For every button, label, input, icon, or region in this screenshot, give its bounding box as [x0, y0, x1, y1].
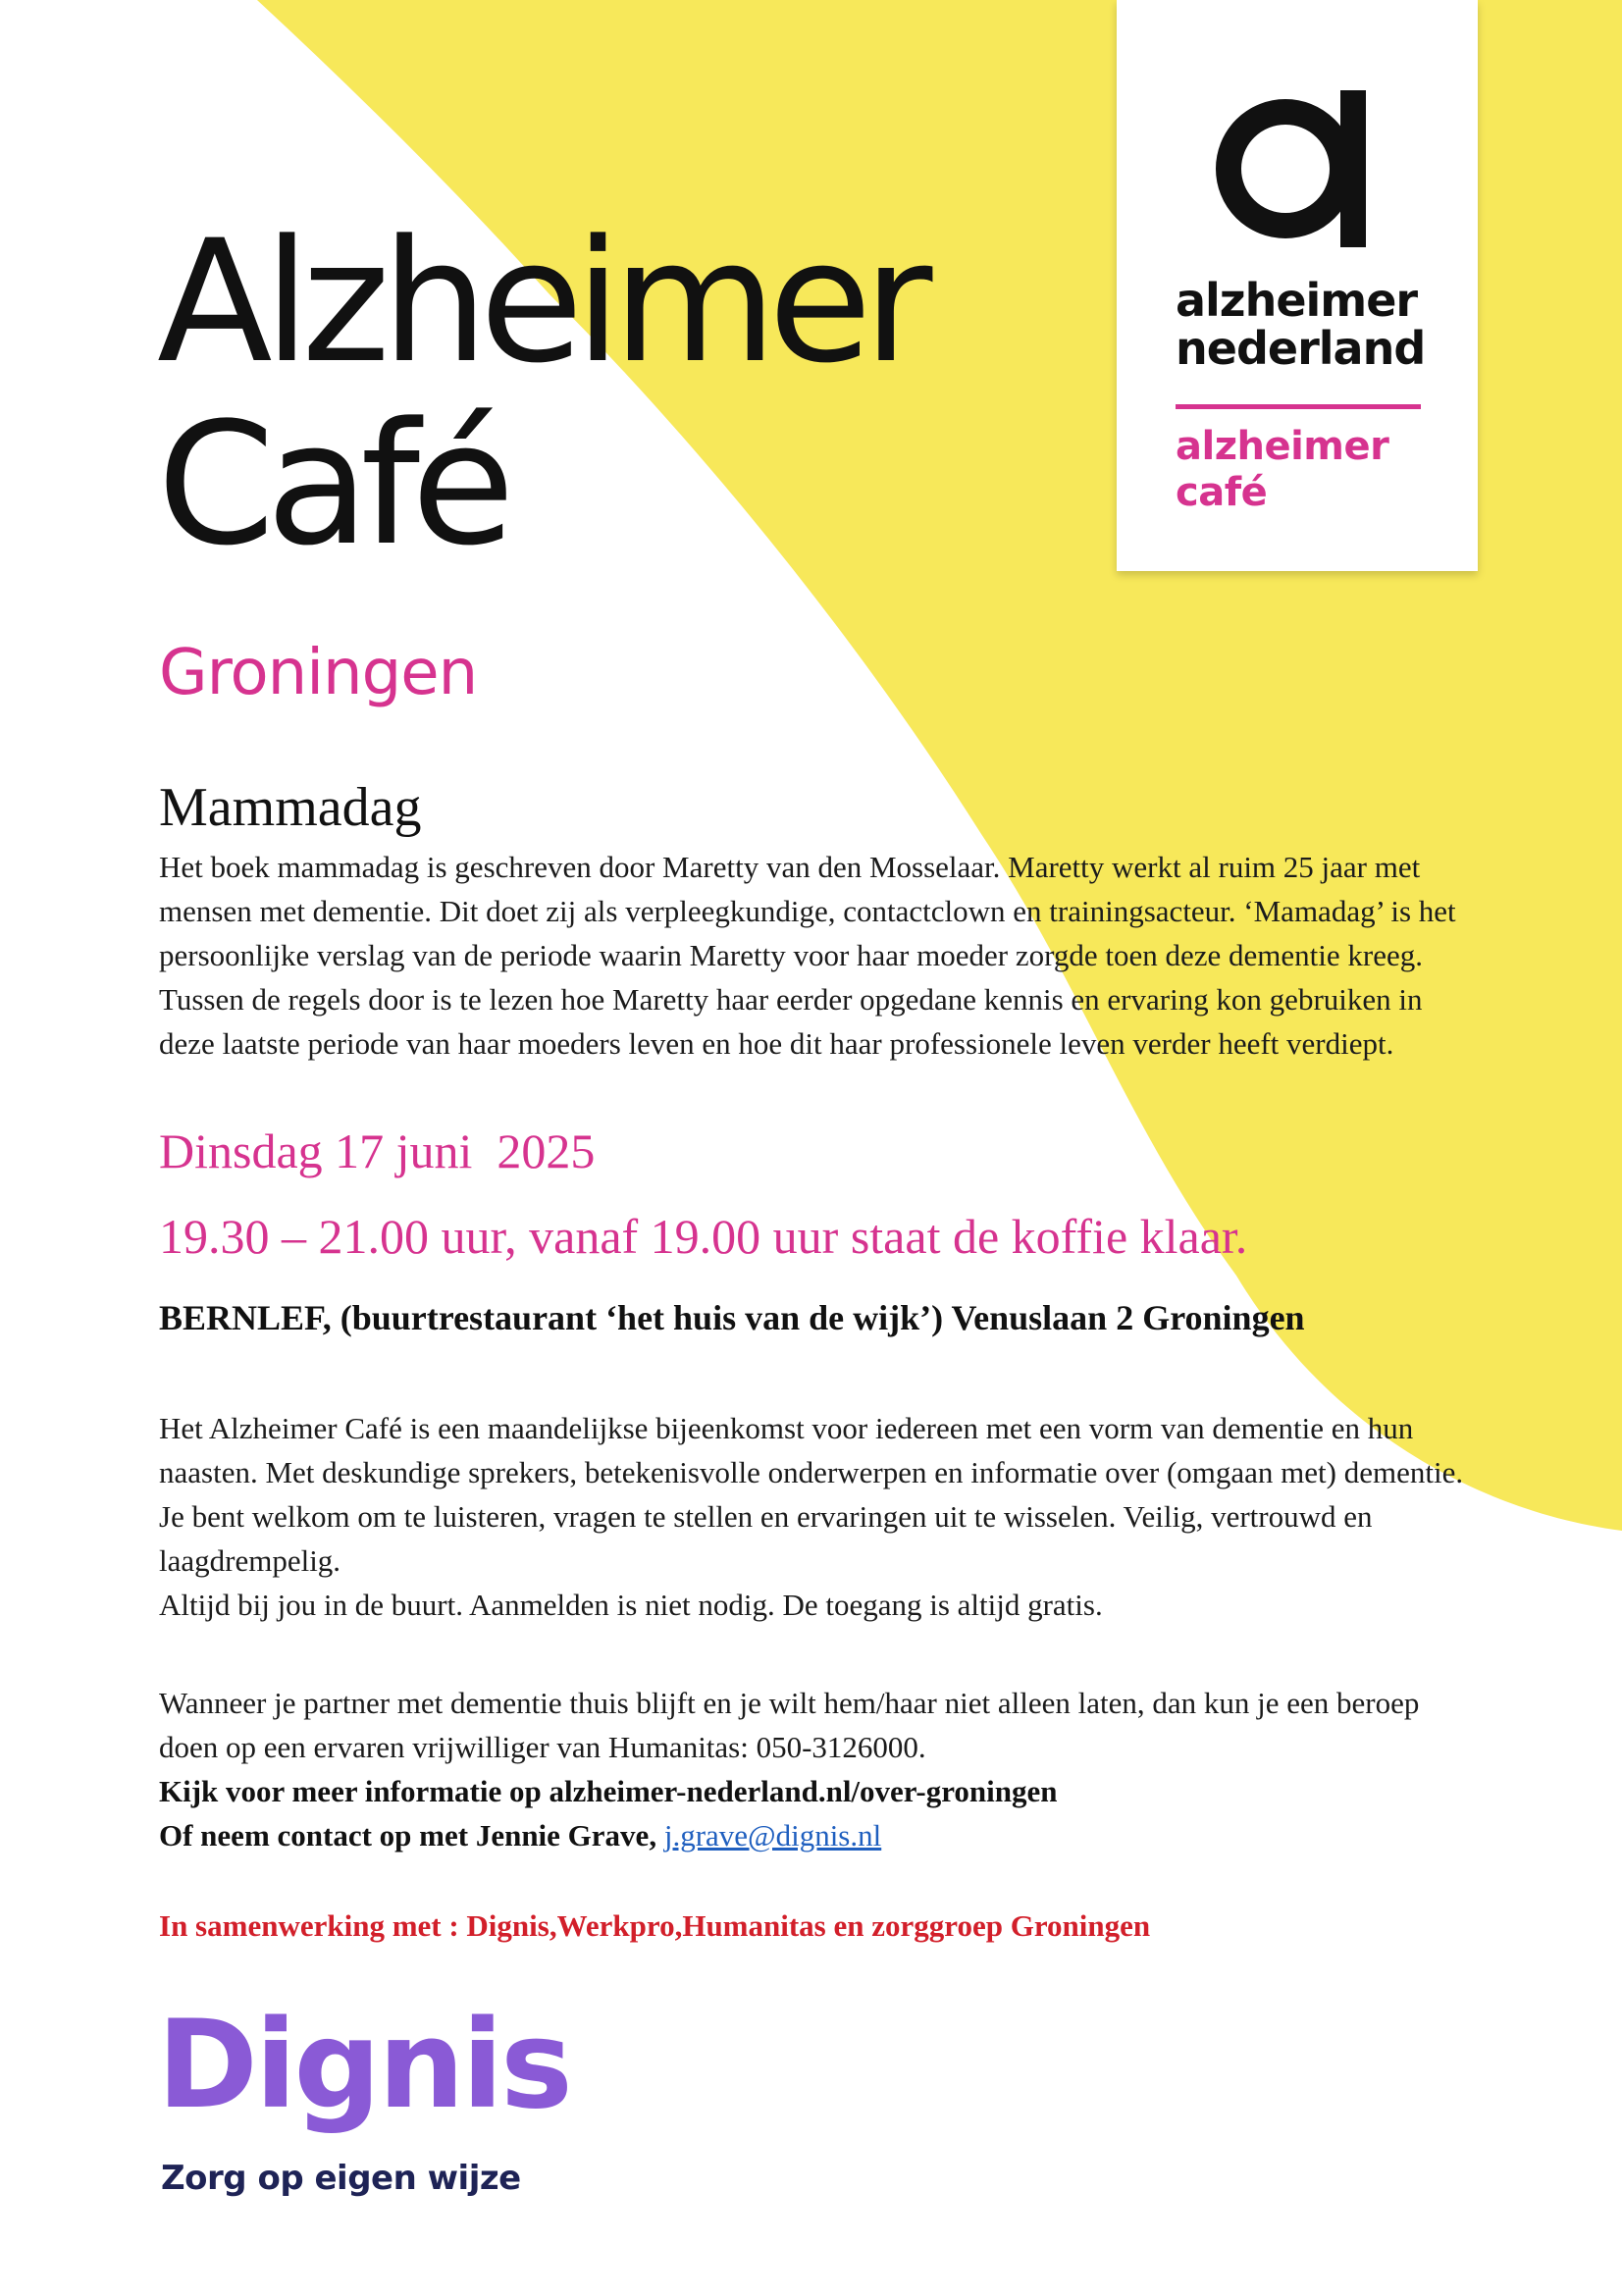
contact-line	[159, 1813, 1464, 1857]
contact-text: Of neem contact op met Jennie Grave,	[159, 1818, 664, 1852]
dignis-tagline: Zorg op eigen wijze	[161, 2159, 521, 2198]
logo-subtitle: alzheimer café	[1176, 424, 1389, 515]
page-title	[157, 203, 924, 583]
alzheimer-nederland-logo	[1117, 0, 1478, 571]
about-line-2: Altijd bij jou in de buurt. Aanmelden is niet nodig. De toegang is altijd gratis.	[159, 1588, 1103, 1622]
event-intro: Het boek mammadag is geschreven door Maretty van den Mosselaar. Maretty werkt al ruim 25 jaar met mensen met dementie. Dit doet zij als verpleegkundige, contactclown en trainingsacteur. ‘Mamadag’ is het persoonlijke verslag van de periode waarin Maretty voor haar moeder zorgde toen deze dementie kreeg. Tussen de regels door is te lezen hoe Maretty haar eerder opgedane kennis en ervaring kon gebruiken in deze laatste periode van haar moeders leven en hoe dit haar professionele leven verder heeft verdiept.	[159, 850, 1456, 1061]
city-subtitle: Groningen	[159, 637, 478, 709]
event-date: Dinsdag 17 juni 2025	[159, 1123, 596, 1178]
logo-divider	[1176, 404, 1421, 409]
event-time: 19.30 – 21.00 uur, vanaf 19.00 uur staat de koffie klaar.	[159, 1209, 1248, 1264]
logo-name: alzheimer nederland	[1176, 274, 1426, 375]
email-link[interactable]: j.grave@dignis.nl	[663, 1818, 882, 1852]
title-line-2: Café	[157, 386, 506, 583]
alzheimer-a-icon	[1215, 90, 1372, 247]
event-heading: Mammadag	[159, 777, 422, 838]
collaboration-line: In samenwerking met : Dignis,Werkpro,Humanitas en zorggroep Groningen	[159, 1908, 1151, 1943]
dignis-logo: Dignis	[157, 1995, 570, 2136]
event-venue: BERNLEF, (buurtrestaurant ‘het huis van de wijk’) Venuslaan 2 Groningen	[159, 1298, 1305, 1337]
about-text: Het Alzheimer Café is een maandelijkse bijeenkomst voor iedereen met een vorm van dementie en hun naasten. Met deskundige sprekers, betekenisvolle onderwerpen en informatie over (omgaan met) dementie. Je bent welkom om te luisteren, vragen te stellen en ervaringen uit te wisselen. Veilig, vertrouwd en laagdrempelig.	[159, 1411, 1464, 1578]
title-line-1: Alzheimer	[157, 203, 924, 400]
about-section	[159, 1406, 1464, 1627]
partner-section	[159, 1681, 1464, 1857]
more-info: Kijk voor meer informatie op alzheimer-nederland.nl/over-groningen	[159, 1774, 1058, 1808]
partner-text: Wanneer je partner met dementie thuis blijft en je wilt hem/haar niet alleen laten, dan kun je een beroep doen op een ervaren vrijwilliger van Humanitas: 050-3126000.	[159, 1686, 1420, 1764]
